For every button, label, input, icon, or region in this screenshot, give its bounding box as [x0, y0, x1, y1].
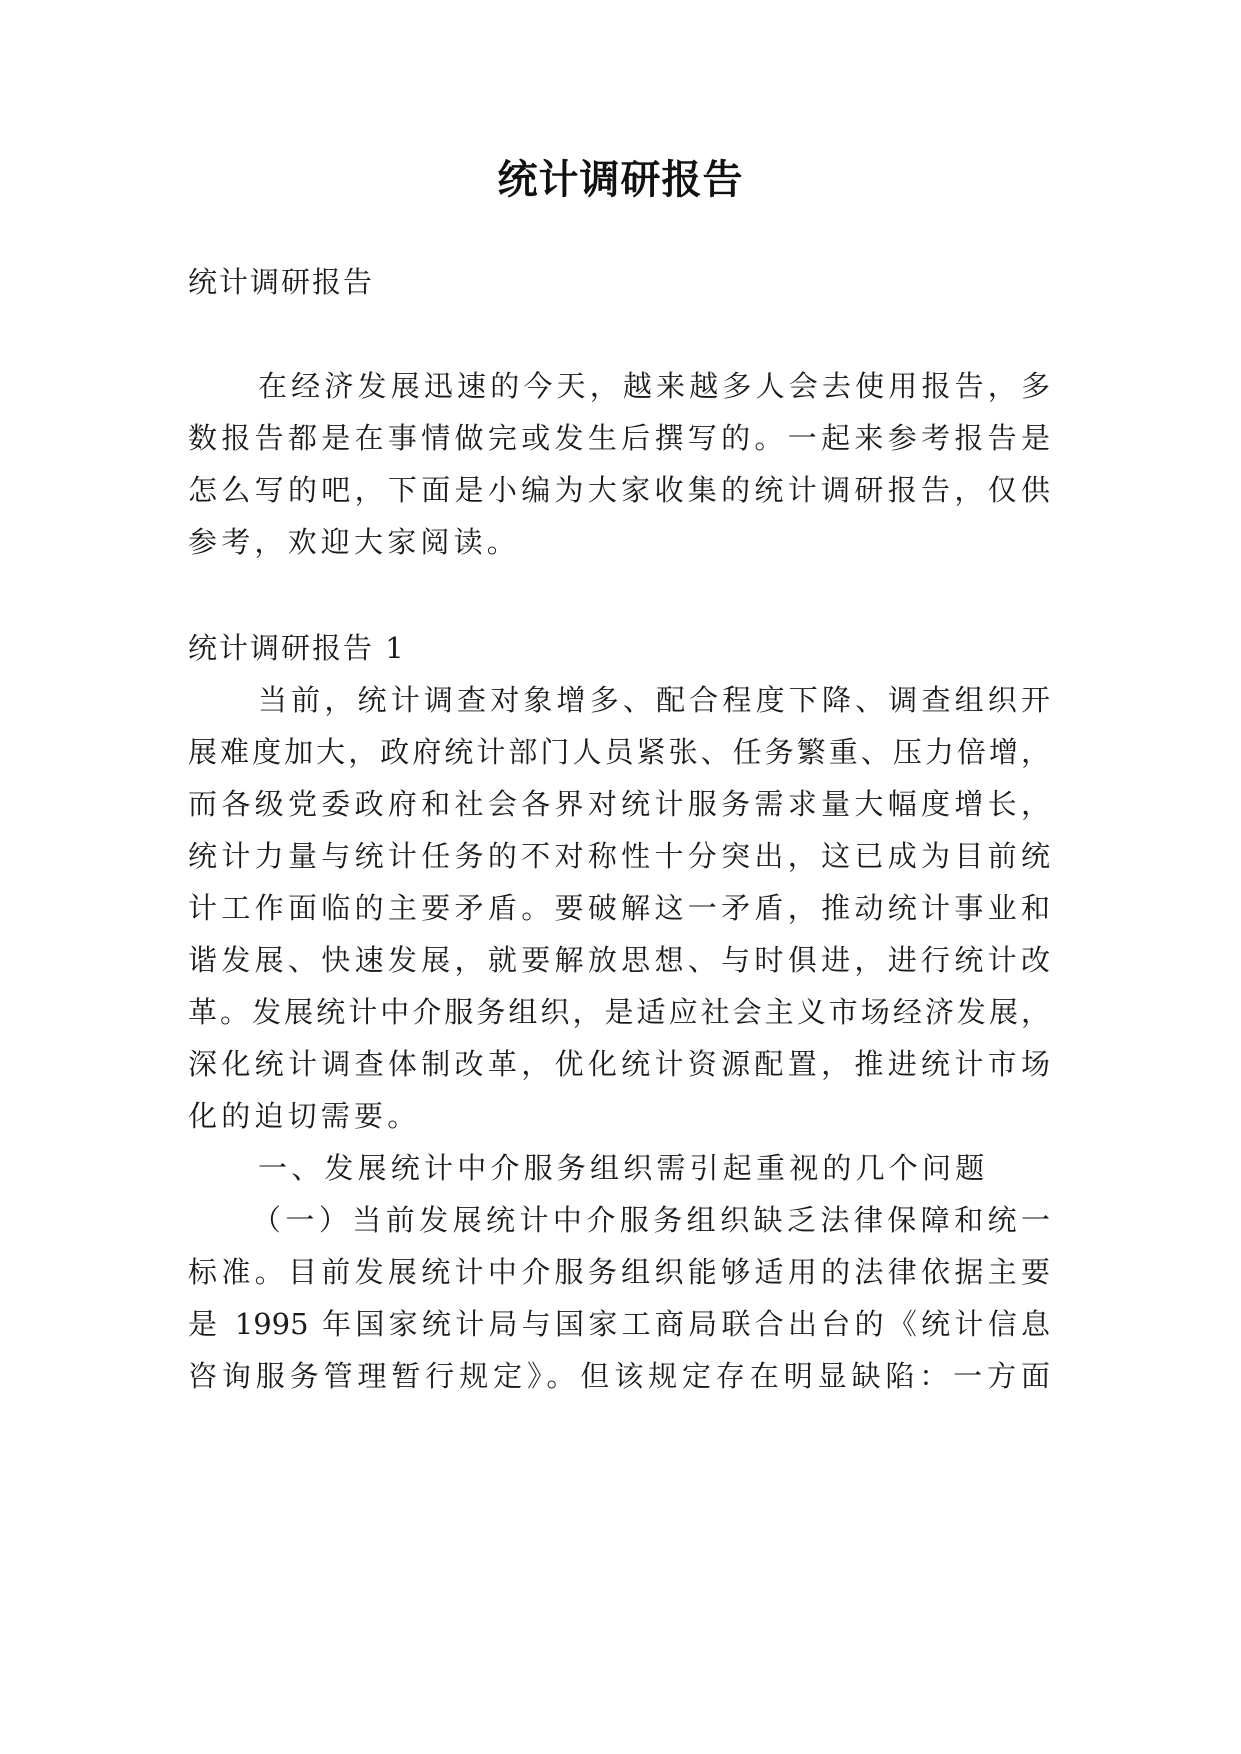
paragraph-line: 咨询服务管理暂行规定》。但该规定存在明显缺陷：一方面	[188, 1359, 1050, 1393]
intro-line: 在经济发展迅速的今天，越来越多人会去使用报告，多	[258, 369, 1050, 403]
body-line: 化的迫切需要。	[188, 1099, 421, 1133]
body-line: 谐发展、快速发展，就要解放思想、与时俱进，进行统计改	[188, 943, 1050, 977]
document-title: 统计调研报告	[497, 157, 744, 203]
body-line: 深化统计调查体制改革，优化统计资源配置，推进统计市场	[188, 1047, 1050, 1081]
body-line: 统计力量与统计任务的不对称性十分突出，这已成为目前统	[188, 839, 1050, 873]
intro-line: 怎么写的吧，下面是小编为大家收集的统计调研报告，仅供	[188, 473, 1050, 507]
paragraph-line: 标准。目前发展统计中介服务组织能够适用的法律依据主要	[188, 1255, 1050, 1289]
paragraph-line: （一）当前发展统计中介服务组织缺乏法律保障和统一	[252, 1203, 1050, 1237]
body-line: 计工作面临的主要矛盾。要破解这一矛盾，推动统计事业和	[188, 891, 1050, 925]
body-line: 当前，统计调查对象增多、配合程度下降、调查组织开	[258, 683, 1050, 717]
intro-line: 参考，欢迎大家阅读。	[188, 525, 521, 559]
document-subtitle: 统计调研报告	[188, 265, 375, 299]
body-line: 展难度加大，政府统计部门人员紧张、任务繁重、压力倍增，	[188, 735, 1050, 769]
paragraph-line: 是 1995 年国家统计局与国家工商局联合出台的《统计信息	[188, 1307, 1050, 1341]
body-line: 革。发展统计中介服务组织，是适应社会主义市场经济发展，	[188, 995, 1050, 1029]
body-line: 而各级党委政府和社会各界对统计服务需求量大幅度增长，	[188, 787, 1050, 821]
subheading: 一、发展统计中介服务组织需引起重视的几个问题	[258, 1151, 989, 1185]
section-heading: 统计调研报告 1	[188, 631, 406, 665]
intro-line: 数报告都是在事情做完或发生后撰写的。一起来参考报告是	[188, 421, 1050, 455]
